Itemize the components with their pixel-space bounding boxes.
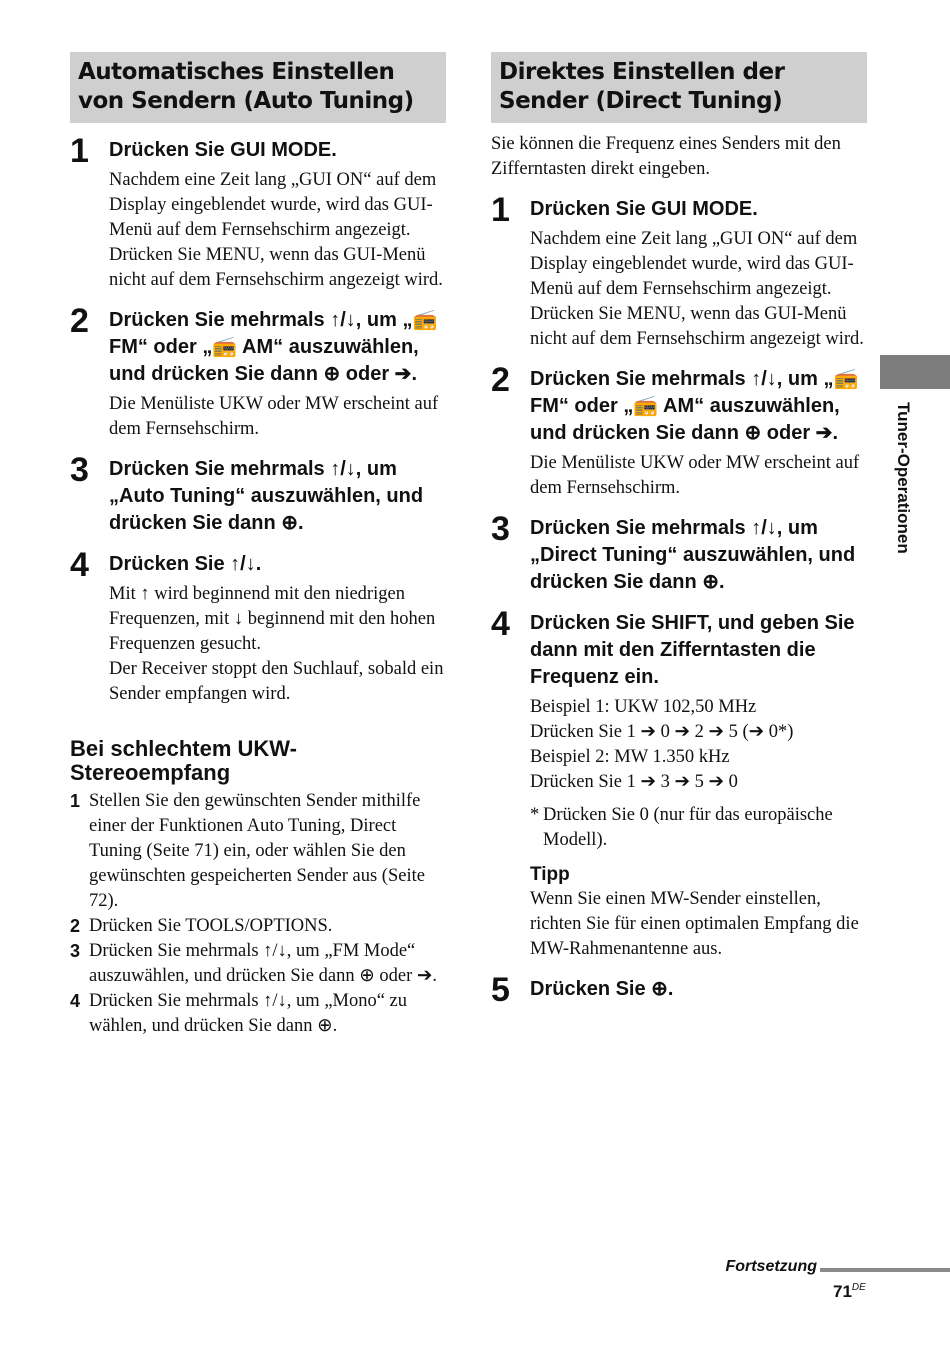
list-text: Drücken Sie mehrmals ↑/↓, um „FM Mode“ auszuwählen, und drücken Sie dann ⊕ oder ➔. [89, 941, 437, 986]
intro-paragraph: Sie können die Frequenz eines Senders mit den Zifferntasten direkt eingeben. [491, 134, 841, 179]
paragraph: Nachdem eine Zeit lang „GUI ON“ auf dem Display eingeblendet wurde, wird das GUI-Menü auf dem Fernsehschirm angezeigt. [109, 170, 437, 240]
list-item [70, 789, 446, 914]
step-5 [491, 971, 867, 1009]
step-2 [70, 302, 446, 442]
step-number: 4 [70, 546, 89, 584]
list-item [70, 989, 446, 1039]
step-title: Drücken Sie mehrmals ↑/↓, um „Auto Tuning“ auszuwählen, und drücken Sie dann ⊕. [109, 458, 424, 534]
list-text: Stellen Sie den gewünschten Sender mithilfe einer der Funktionen Auto Tuning, Direct Tuning (Seite 71) ein, oder wählen Sie den gewünschten gespeicherten Sender aus (Seite 72). [89, 791, 425, 911]
section-heading-direct-tuning: Direktes Einstellen der Sender (Direct Tuning) [491, 52, 867, 123]
step-title: Drücken Sie mehrmals ↑/↓, um „📻 FM“ oder „📻 AM“ auszuwählen, und drücken Sie dann ⊕ oder ➔. [530, 368, 859, 444]
page-number [833, 1282, 866, 1302]
subheading-stereo-reception: Bei schlechtem UKW-Stereoempfang [70, 736, 297, 785]
list-item [70, 939, 446, 989]
step-3 [70, 451, 446, 537]
section-heading-auto-tuning: Automatisches Einstellen von Sendern (Auto Tuning) [70, 52, 446, 123]
list-item [70, 914, 446, 939]
tip-text: Wenn Sie einen MW-Sender einstellen, richten Sie für einen optimalen Empfang die MW-Rahmenantenne aus. [530, 889, 859, 959]
paragraph: Mit ↑ wird beginnend mit den niedrigen Frequenzen, mit ↓ beginnend mit den hohen Frequenzen gesucht. [109, 584, 436, 654]
paragraph: Drücken Sie MENU, wenn das GUI-Menü nicht auf dem Fernsehschirm angezeigt wird. [109, 245, 443, 290]
example-line: Drücken Sie 1 ➔ 3 ➔ 5 ➔ 0 [530, 772, 738, 792]
step-4 [491, 605, 867, 962]
left-column [70, 52, 446, 1039]
step-1 [70, 132, 446, 293]
right-column [491, 52, 867, 1009]
step-number: 4 [491, 605, 510, 643]
step-title: Drücken Sie mehrmals ↑/↓, um „Direct Tuning“ auszuwählen, und drücken Sie dann ⊕. [530, 517, 856, 593]
step-title: Drücken Sie ↑/↓. [109, 553, 262, 575]
step-title: Drücken Sie ⊕. [530, 978, 674, 1000]
step-number: 5 [491, 971, 510, 1009]
page-number-value: 71 [833, 1282, 852, 1301]
step-number: 3 [491, 510, 510, 548]
step-number: 1 [70, 132, 89, 170]
tip-heading: Tipp [530, 864, 570, 885]
chapter-side-label-text: Tuner-Operationen [894, 402, 913, 554]
paragraph: Der Receiver stoppt den Suchlauf, sobald ein Sender empfangen wird. [109, 659, 444, 704]
continuation-rule [820, 1268, 950, 1272]
step-1 [491, 191, 867, 352]
numbered-list [70, 789, 446, 1039]
paragraph: Die Menüliste UKW oder MW erscheint auf dem Fernsehschirm. [109, 394, 439, 439]
step-4 [70, 546, 446, 707]
step-title: Drücken Sie SHIFT, und geben Sie dann mit den Zifferntasten die Frequenz ein. [530, 612, 855, 688]
list-number: 2 [70, 916, 81, 936]
list-text: Drücken Sie mehrmals ↑/↓, um „Mono“ zu wählen, und drücken Sie dann ⊕. [89, 991, 408, 1036]
list-number: 4 [70, 991, 81, 1011]
step-body [530, 451, 867, 501]
step-body [109, 582, 446, 707]
step-2 [491, 361, 867, 501]
footnote-marker: * [530, 805, 540, 825]
list-number: 3 [70, 941, 81, 961]
paragraph: Die Menüliste UKW oder MW erscheint auf dem Fernsehschirm. [530, 453, 860, 498]
step-body [109, 168, 446, 293]
footnote-text: Drücken Sie 0 (nur für das europäische Modell). [543, 805, 833, 850]
step-title: Drücken Sie mehrmals ↑/↓, um „📻 FM“ oder „📻 AM“ auszuwählen, und drücken Sie dann ⊕ oder ➔. [109, 309, 438, 385]
footnote [530, 803, 867, 853]
example-line: Drücken Sie 1 ➔ 0 ➔ 2 ➔ 5 (➔ 0*) [530, 722, 794, 742]
step-3 [491, 510, 867, 596]
paragraph: Nachdem eine Zeit lang „GUI ON“ auf dem Display eingeblendet wurde, wird das GUI-Menü auf dem Fernsehschirm angezeigt. [530, 229, 858, 299]
step-body [109, 392, 446, 442]
page-number-suffix: DE [851, 1282, 866, 1293]
example-line: Beispiel 2: MW 1.350 kHz [530, 747, 730, 767]
step-number: 2 [491, 361, 510, 399]
chapter-tab [880, 355, 950, 389]
chapter-side-label [891, 402, 915, 592]
step-number: 3 [70, 451, 89, 489]
list-number: 1 [70, 791, 81, 811]
step-number: 2 [70, 302, 89, 340]
step-body [530, 227, 867, 352]
example-line: Beispiel 1: UKW 102,50 MHz [530, 697, 757, 717]
step-title: Drücken Sie GUI MODE. [530, 198, 758, 220]
step-body [530, 695, 867, 962]
list-text: Drücken Sie TOOLS/OPTIONS. [89, 916, 333, 936]
step-number: 1 [491, 191, 510, 229]
continuation-label: Fortsetzung [725, 1258, 817, 1275]
step-title: Drücken Sie GUI MODE. [109, 139, 337, 161]
paragraph: Drücken Sie MENU, wenn das GUI-Menü nicht auf dem Fernsehschirm angezeigt wird. [530, 304, 864, 349]
